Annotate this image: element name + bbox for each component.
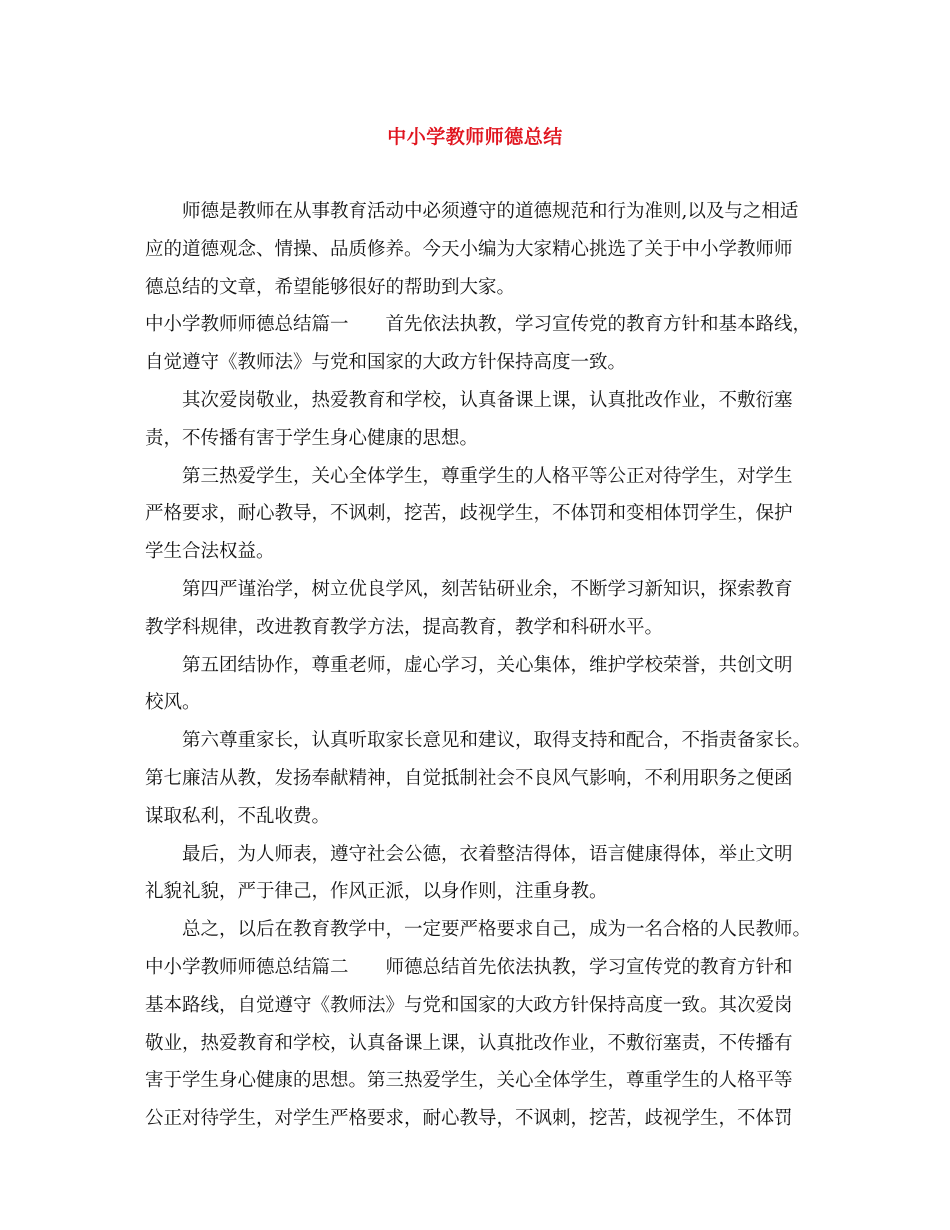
line-text: 第五团结协作，尊重老师，虚心学习，关心集体，维护学校荣誉，共创文明 xyxy=(182,654,793,676)
line-text: 公正对待学生，对学生严格要求，耐心教导，不讽刺，挖苦，歧视学生，不体罚 xyxy=(145,1108,793,1130)
text-line xyxy=(145,987,815,1025)
text-line xyxy=(145,760,815,798)
line-text: 害于学生身心健康的思想。第三热爱学生，关心全体学生，尊重学生的人格平等 xyxy=(145,1070,793,1092)
line-text: 最后，为人师表，遵守社会公德，衣着整洁得体，语言健康得体，举止文明 xyxy=(182,843,793,865)
text-line xyxy=(145,306,815,344)
line-text: 礼貌礼貌，严于律己，作风正派，以身作则，注重身教。 xyxy=(145,881,608,903)
text-line xyxy=(145,458,815,496)
text-line xyxy=(145,911,815,949)
text-line xyxy=(145,344,815,382)
line-text: 首先依法执教，学习宣传党的教育方针和基本路线， xyxy=(385,314,812,336)
line-text: 学生合法权益。 xyxy=(145,541,275,563)
text-line xyxy=(145,1025,815,1063)
section-heading: 中小学教师师德总结篇二 xyxy=(145,956,349,978)
text-line xyxy=(145,647,815,685)
section-heading: 中小学教师师德总结篇一 xyxy=(145,314,349,336)
text-line xyxy=(145,609,815,647)
text-line xyxy=(145,798,815,836)
line-text: 总之，以后在教育教学中，一定要严格要求自己，成为一名合格的人民教师。 xyxy=(182,919,812,941)
text-line xyxy=(145,495,815,533)
text-line xyxy=(145,269,815,307)
text-line xyxy=(145,836,815,874)
document-body xyxy=(145,193,815,1138)
text-line xyxy=(145,571,815,609)
text-line xyxy=(145,231,815,269)
text-line xyxy=(145,420,815,458)
line-text: 应的道德观念、情操、品质修养。今天小编为大家精心挑选了关于中小学教师师 xyxy=(145,238,793,260)
text-line xyxy=(145,722,815,760)
text-line xyxy=(145,193,815,231)
text-line xyxy=(145,873,815,911)
line-text: 敬业，热爱教育和学校，认真备课上课，认真批改作业，不敷衍塞责，不传播有 xyxy=(145,1032,793,1054)
text-line xyxy=(145,949,815,987)
line-text: 校风。 xyxy=(145,692,201,714)
line-text: 德总结的文章，希望能够很好的帮助到大家。 xyxy=(145,276,516,298)
line-text: 师德是教师在从事教育活动中必须遵守的道德规范和行为准则,以及与之相适 xyxy=(182,201,799,222)
line-text: 严格要求，耐心教导，不讽刺，挖苦，歧视学生，不体罚和变相体罚学生，保护 xyxy=(145,503,793,525)
line-text: 基本路线，自觉遵守《教师法》与党和国家的大政方针保持高度一致。其次爱岗 xyxy=(145,994,793,1016)
line-text: 责，不传播有害于学生身心健康的思想。 xyxy=(145,427,479,449)
document-title: 中小学教师师德总结 xyxy=(387,126,563,148)
line-text: 教学科规律，改进教育教学方法，提高教育，教学和科研水平。 xyxy=(145,616,664,638)
line-text: 第三热爱学生，关心全体学生，尊重学生的人格平等公正对待学生，对学生 xyxy=(182,465,793,487)
text-line xyxy=(145,1100,815,1138)
line-text: 师德总结首先依法执教，学习宣传党的教育方针和 xyxy=(385,956,793,978)
line-text: 第四严谨治学，树立优良学风，刻苦钻研业余，不断学习新知识，探索教育 xyxy=(182,578,793,600)
line-text: 第六尊重家长，认真听取家长意见和建议，取得支持和配合，不指责备家长。 xyxy=(182,730,812,752)
line-text: 其次爱岗敬业，热爱教育和学校，认真备课上课，认真批改作业，不敷衍塞 xyxy=(182,389,793,411)
text-line xyxy=(145,382,815,420)
line-text: 第七廉洁从教，发扬奉献精神，自觉抵制社会不良风气影响，不利用职务之便函 xyxy=(145,767,793,789)
line-text: 谋取私利，不乱收费。 xyxy=(145,805,331,827)
text-line xyxy=(145,684,815,722)
line-text: 自觉遵守《教师法》与党和国家的大政方针保持高度一致。 xyxy=(145,352,627,374)
text-line xyxy=(145,1062,815,1100)
text-line xyxy=(145,533,815,571)
